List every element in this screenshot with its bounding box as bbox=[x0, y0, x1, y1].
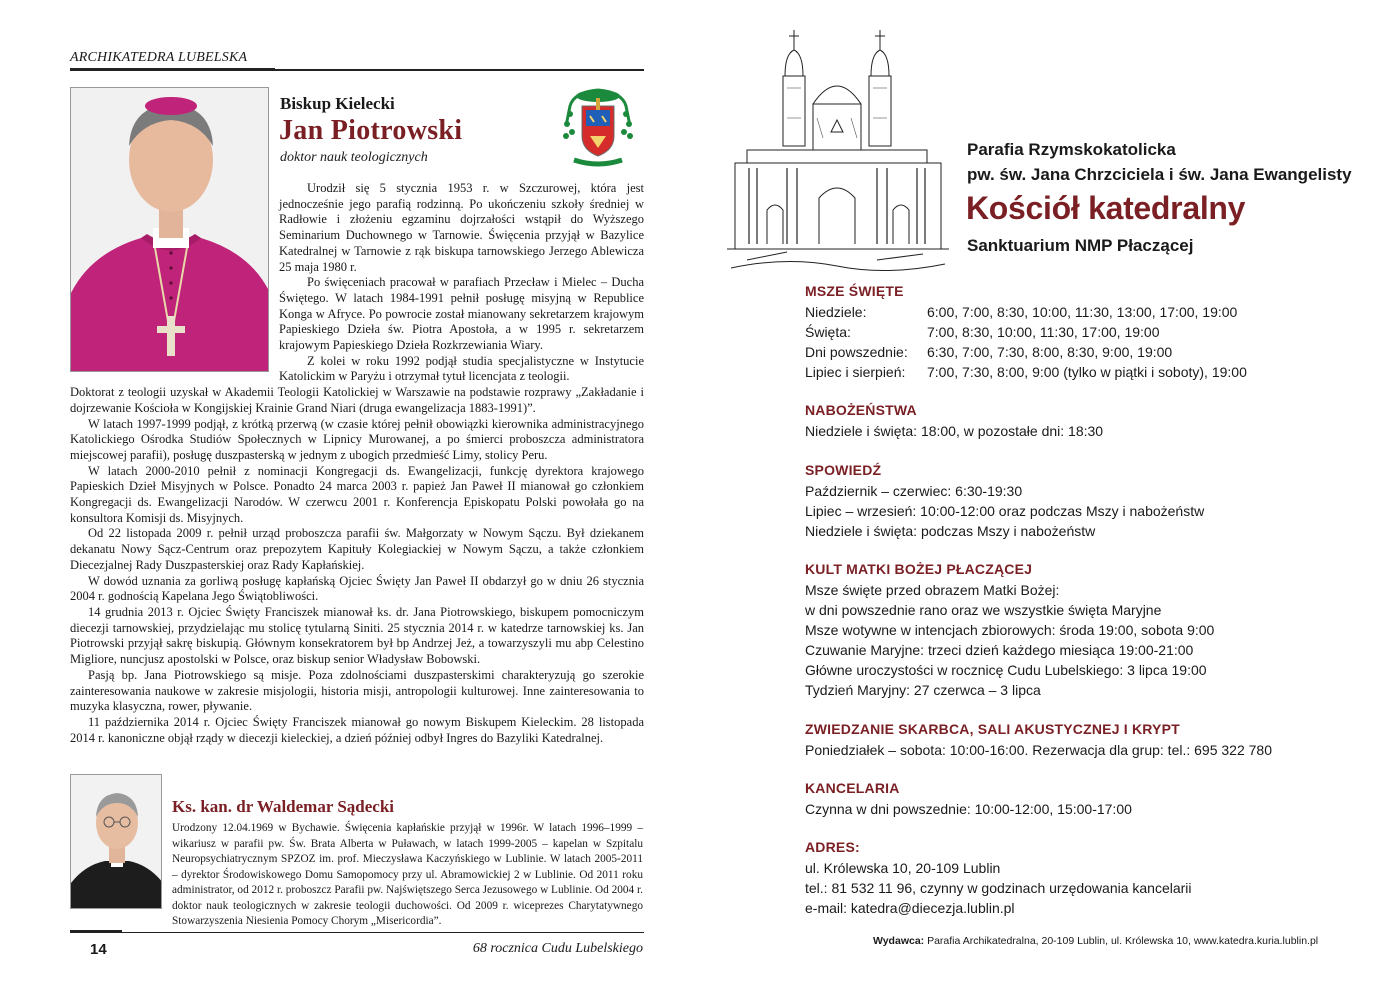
section-heading: ADRES: bbox=[805, 839, 860, 855]
bio-paragraph: 11 października 2014 r. Ojciec Święty Franciszek mianował go nowym Biskupem Kieleckim. 28 listopada 2014 r. kanoniczne objął rządy w diecezji kieleckiej, a dzień później odbył Ingres do Bazyliki Katedralnej. bbox=[70, 714, 644, 745]
sanctuary-name: Sanktuarium NMP Płaczącej bbox=[967, 236, 1194, 255]
priest-name: Ks. kan. dr Waldemar Sądecki bbox=[172, 797, 394, 816]
phone-line: tel.: 81 532 11 96, czynny w godzinach urzędowania kancelarii bbox=[805, 880, 1192, 896]
address-line: ul. Królewska 10, 20-109 Lublin bbox=[805, 860, 1001, 876]
mass-row-times: 6:00, 7:00, 8:30, 10:00, 11:30, 13:00, 17:00, 19:00 bbox=[927, 304, 1238, 320]
section-heading: KANCELARIA bbox=[805, 780, 900, 796]
mass-row-label: Dni powszednie: bbox=[805, 344, 908, 360]
church-name: Kościół katedralny bbox=[966, 190, 1246, 226]
section-line: Lipiec – wrzesień: 10:00-12:00 oraz podczas Mszy i nabożeństw bbox=[805, 503, 1205, 519]
section-line: Czynna w dni powszednie: 10:00-12:00, 15:00-17:00 bbox=[805, 801, 1132, 817]
section-heading: MSZE ŚWIĘTE bbox=[805, 283, 904, 299]
header-rule bbox=[70, 69, 644, 71]
mass-row bbox=[805, 342, 1247, 362]
cathedral-drawing-icon bbox=[727, 28, 949, 280]
bio-paragraph: 14 grudnia 2013 r. Ojciec Święty Franciszek mianował ks. dr. Jana Piotrowskiego, biskupem pomocniczym diecezji tarnowskiej, przydzielając mu stolicę tytularną Siniti. 25 stycznia 2014 r. w katedrze tarnowskiej ks. Jan Piotrowski przyjął sakrę biskupią. Głównym konsekratorem był bp Andrzej Jeż, a towarzyszyli mu abp Celestino Migliore, nuncjusz apostolski w Polsce, oraz biskup senior Władysław Bobowski. bbox=[70, 604, 644, 667]
mass-row-times: 6:30, 7:00, 7:30, 8:00, 8:30, 9:00, 19:00 bbox=[927, 344, 1173, 360]
bio-paragraph: W latach 2000-2010 pełnił z nominacji Kongregacji ds. Ewangelizacji, funkcję dyrektora krajowego Papieskich Dzieł Misyjnych w Polsce. Ponadto 24 marca 2003 r. papież Jan Paweł II mianował go członkiem Kongregacji ds. Ewangelizacji Narodów. W czerwcu 2001 r. Konferencja Episkopatu Polski powołała go na konsultora Komisji ds. Misyjnych. bbox=[70, 463, 644, 525]
bio-paragraph: Urodził się 5 stycznia 1953 r. w Szczurowej, która jest jednocześnie jego parafią rodzinną. Po ukończeniu szkoły średniej w Radłowie i złożeniu egzaminu dojrzałości wstąpił do Wyższego Seminarium Duchownego w Tarnowie. Święcenia przyjął w Bazylice Katedralnej w Tarnowie z rąk biskupa tarnowskiego Jerzego Ablewicza 25 maja 1980 r. bbox=[279, 181, 644, 274]
bishop-title: Biskup Kielecki bbox=[280, 94, 395, 113]
mass-row bbox=[805, 322, 1247, 342]
section-line: Niedziele i święta: podczas Mszy i nabożeństw bbox=[805, 523, 1096, 539]
bio-paragraph: Doktorat z teologii uzyskał w Akademii Teologii Katolickiej w Warszawie na podstawie rozprawy „Zakładanie i dojrzewanie Kościoła w Kongijskiej Krainie Grand Niari (druga ewangelizacja 1883-1991)”. bbox=[70, 385, 644, 415]
section-heading: NABOŻEŃSTWA bbox=[805, 402, 917, 418]
mass-row-times: 7:00, 7:30, 8:00, 9:00 (tylko w piątki i soboty), 19:00 bbox=[927, 364, 1247, 380]
section-masses bbox=[805, 281, 1247, 382]
bio-paragraph: Pasją bp. Jana Piotrowskiego są misje. Poza zdolnościami duszpasterskimi charakteryzują go szerokie zainteresowania naukowe w zakresie misjologii, historia misji, antropologii kulturowej. Inne zainteresowania to muzyka klasyczna, rower, pływanie. bbox=[70, 667, 644, 714]
section-services bbox=[805, 400, 1103, 441]
section-address bbox=[805, 837, 1192, 918]
bishop-name: Jan Piotrowski bbox=[279, 115, 463, 146]
mass-row bbox=[805, 302, 1247, 322]
priest-photo bbox=[70, 774, 162, 909]
bishop-biography bbox=[70, 181, 644, 746]
mass-row-label: Niedziele: bbox=[805, 304, 867, 320]
section-line: Msze wotywne w intencjach zbiorowych: środa 19:00, sobota 9:00 bbox=[805, 622, 1215, 638]
mass-row-label: Święta: bbox=[805, 324, 851, 340]
section-confession bbox=[805, 460, 1204, 541]
section-line: Główne uroczystości w rocznicę Cudu Lubelskiego: 3 lipca 19:00 bbox=[805, 662, 1207, 678]
section-marian-cult bbox=[805, 559, 1214, 700]
section-heading: KULT MATKI BOŻEJ PŁACZĄCEJ bbox=[805, 561, 1033, 577]
page-number: 14 bbox=[90, 941, 107, 958]
publisher-text: Parafia Archikatedralna, 20-109 Lublin, ul. Królewska 10, www.katedra.kuria.lublin.pl bbox=[924, 935, 1319, 947]
mass-row bbox=[805, 362, 1247, 382]
bio-paragraph: W latach 1997-1999 podjął, z krótką przerwą (w czasie której pełnił obowiązki kierownika administracyjnego Katolickiego Ośrodka Studiów Społecznych w Lipnicy Murowanej, a po śmierci proboszcza administratora miejscowej parafii), posługę duszpasterską w jednym z ubogich przedmieść Limy, stolicy Peru. bbox=[70, 416, 644, 462]
section-line: Msze święte przed obrazem Matki Bożej: bbox=[805, 582, 1060, 598]
publisher-label: Wydawca: bbox=[873, 935, 925, 947]
mass-row-times: 7:00, 8:30, 10:00, 11:30, 17:00, 19:00 bbox=[927, 324, 1160, 340]
section-line: Tydzień Maryjny: 27 czerwca – 3 lipca bbox=[805, 682, 1041, 698]
section-line: Czuwanie Maryjne: trzeci dzień każdego miesiąca 19:00-21:00 bbox=[805, 642, 1194, 658]
section-treasury bbox=[805, 719, 1272, 760]
footer-rule bbox=[70, 932, 644, 933]
publisher-footer bbox=[873, 935, 1318, 947]
mass-row-label: Lipiec i sierpień: bbox=[805, 364, 906, 380]
coat-of-arms-icon bbox=[560, 86, 636, 168]
section-line: w dni powszednie rano oraz we wszystkie święta Maryjne bbox=[805, 602, 1162, 618]
section-line: Październik – czerwiec: 6:30-19:30 bbox=[805, 483, 1023, 499]
bio-paragraph: Od 22 listopada 2009 r. pełnił urząd proboszcza parafii św. Małgorzaty w Nowym Sączu. Był dziekanem dekanatu Nowy Sącz-Centrum oraz prepozytem Kapituły Kolegiackiej w Nowym Sączu, a także członkiem Diecezjalnej Rady Duszpasterskiej oraz Rady Kapłańskiej. bbox=[70, 526, 644, 572]
section-line: Poniedziałek – sobota: 10:00-16:00. Rezerwacja dla grup: tel.: 695 322 780 bbox=[805, 742, 1272, 758]
section-line: Niedziele i święta: 18:00, w pozostałe dni: 18:30 bbox=[805, 423, 1104, 439]
parish-name-line2: pw. św. Jana Chrzciciela i św. Jana Ewangelisty bbox=[967, 165, 1352, 184]
bishop-degree: doktor nauk teologicznych bbox=[280, 150, 428, 165]
section-heading: ZWIEDZANIE SKARBCA, SALI AKUSTYCZNEJ I KRYPT bbox=[805, 721, 1180, 737]
priest-biography: Urodzony 12.04.1969 w Bychawie. Święcenia kapłańskie przyjął w 1996r. W latach 1996–1999 – wikariusz w parafii pw. Św. Brata Alberta w Puławach, w latach 1999-2005 – kapelan w Szpitalu Neuropsychiatrycznym SPZOZ im. prof. Mieczysława Kaczyńskiego w Lublinie. W latach 2005-2011 – dyrektor Środowiskowego Domu Samopomocy przy ul. Abramowickiej 2 w Lublinie. Od 2011 roku administrator, od 2012 r. proboszcz Parafii pw. Najświętszego Serca Jezusowego w Lublinie. Od 2004 r. doktor nauk teologicznych w zakresie teologii duchowości. Od 2009 r. wiceprezes Charytatywnego Stowarzyszenia Niesienia Pomocy Chorym „Misericordia”. bbox=[172, 822, 643, 927]
footer-left-text: 68 rocznica Cudu Lubelskiego bbox=[472, 941, 643, 956]
email-line: e-mail: katedra@diecezja.lublin.pl bbox=[805, 900, 1015, 916]
running-header: ARCHIKATEDRA LUBELSKA bbox=[70, 50, 248, 65]
bio-paragraph: W dowód uznania za gorliwą posługę kapłańską Ojciec Święty Jan Paweł II obdarzył go w dniu 26 stycznia 2004 r. godnością Kapelana Jego Świątobliwości. bbox=[70, 573, 644, 604]
bio-paragraph: Z kolei w roku 1992 podjął studia specjalistyczne w Instytucie Katolickim w Paryżu i otrzymał tytuł licencjata z teologii. bbox=[279, 353, 644, 384]
section-heading: SPOWIEDŹ bbox=[805, 462, 882, 478]
parish-name-line1: Parafia Rzymskokatolicka bbox=[967, 140, 1176, 159]
section-office bbox=[805, 778, 1132, 819]
bio-paragraph: Po święceniach pracował w parafiach Przecław i Mielec – Ducha Świętego. W latach 1984-1991 pełnił posługę misyjną w Republice Konga w Afryce. Po powrocie został mianowany sekretarzem krajowym Papieskiego Dzieła św. Piotra Apostoła, a w 1995 r. sekretarzem krajowym Papieskiego Dzieła Rozkrzewiania Wiary. bbox=[279, 275, 644, 353]
